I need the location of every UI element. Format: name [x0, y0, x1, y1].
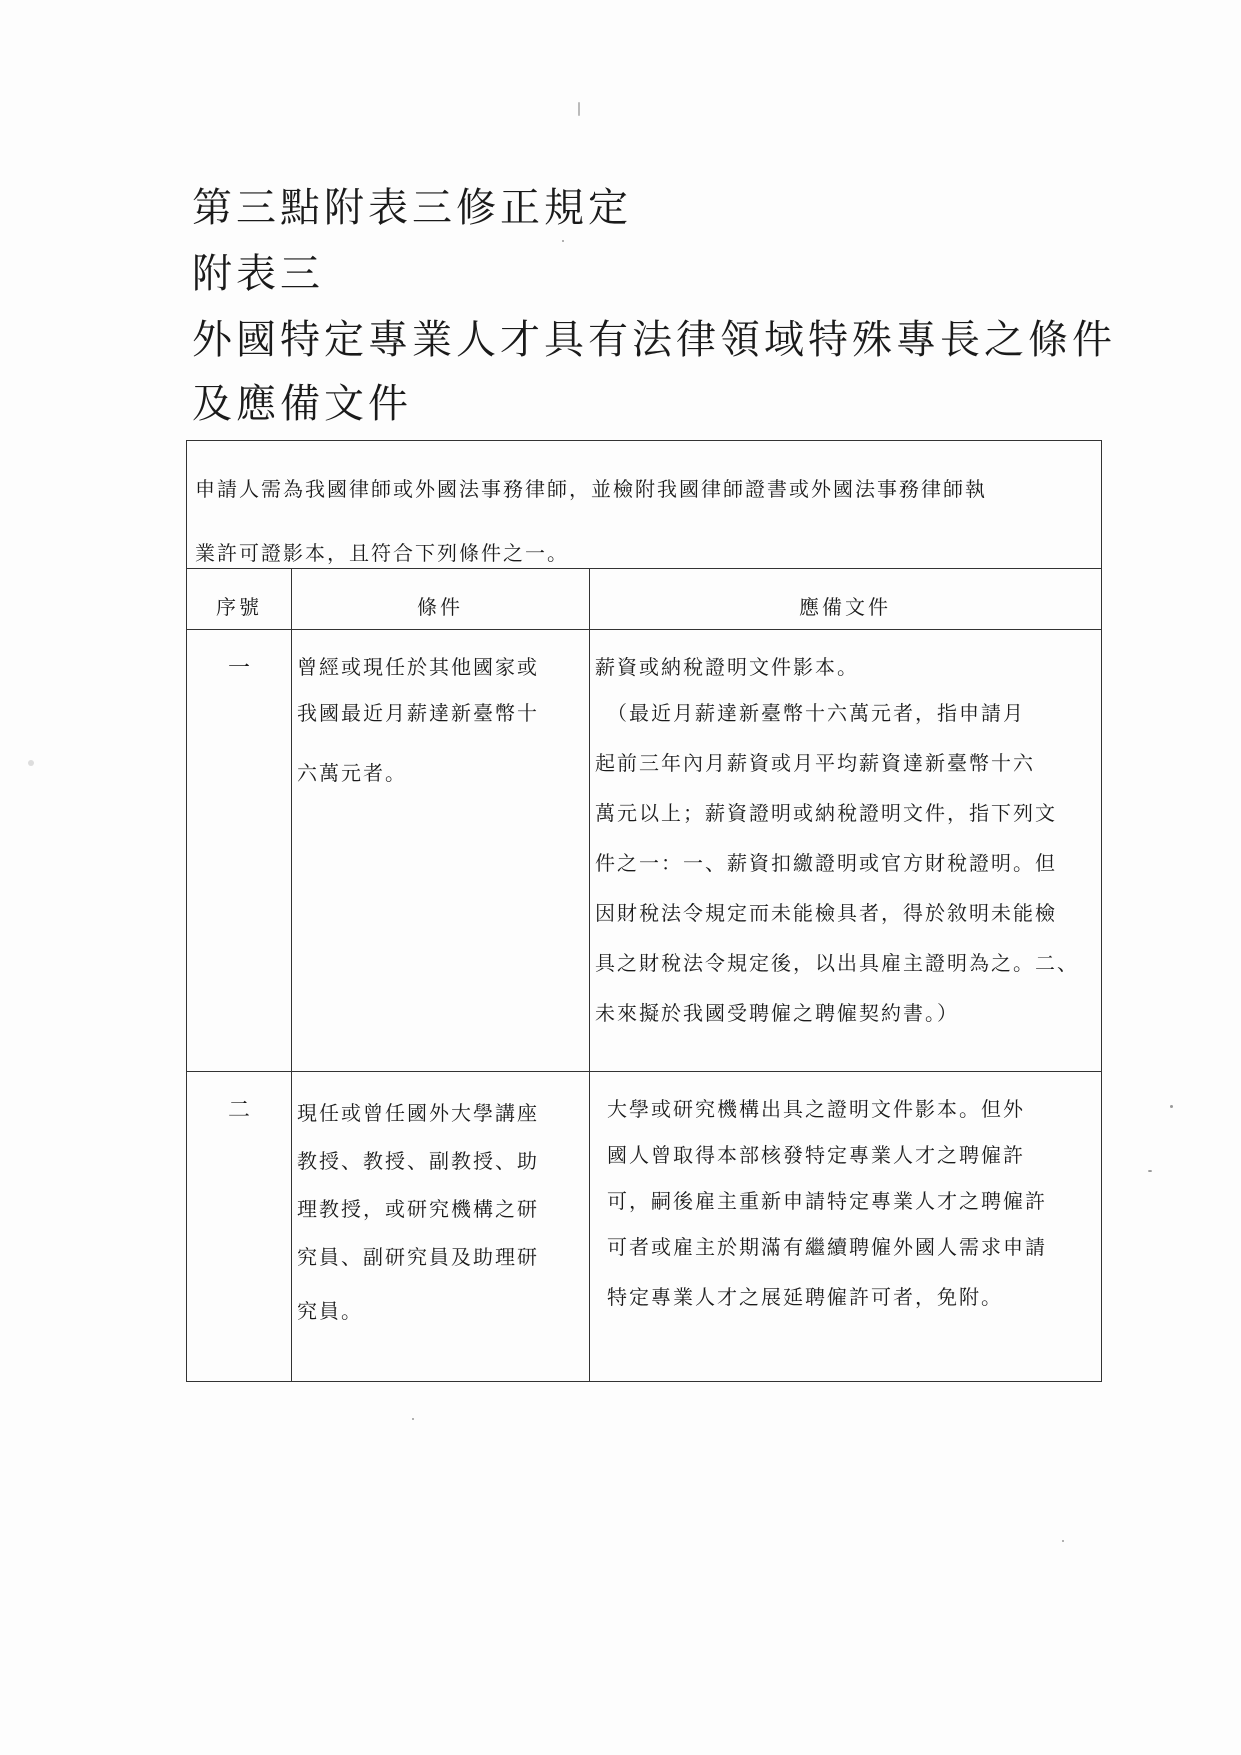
- row-2-condition-line: 理教授，或研究機構之研: [297, 1197, 539, 1221]
- title-amendment: 第三點附表三修正規定: [192, 185, 632, 231]
- row-divider: [187, 1071, 1101, 1072]
- row-2-condition-line: 現任或曾任國外大學講座: [297, 1101, 539, 1125]
- scan-speck: [412, 1418, 414, 1420]
- row-1-document-line: （最近月薪達新臺幣十六萬元者，指申請月: [607, 701, 1025, 725]
- row-1-document-line: 起前三年內月薪資或月平均薪資達新臺幣十六: [595, 751, 1035, 775]
- scan-speck: [578, 102, 580, 116]
- row-1-document-line: 具之財稅法令規定後，以出具雇主證明為之。二、: [595, 951, 1079, 975]
- title-main-line1: 外國特定專業人才具有法律領域特殊專長之條件: [192, 317, 1116, 363]
- title-appendix: 附表三: [192, 251, 324, 297]
- row-1-document-line: 未來擬於我國受聘僱之聘僱契約書。）: [595, 1001, 959, 1025]
- row-1-number: 一: [227, 656, 250, 681]
- table-intro: [187, 441, 1101, 569]
- scan-speck: [1148, 1170, 1152, 1172]
- row-1-condition-line: 我國最近月薪達新臺幣十: [297, 701, 539, 725]
- row-2-condition-line: 究員、副研究員及助理研: [297, 1245, 539, 1269]
- header-number: 序號: [216, 595, 262, 619]
- row-1-condition-line: 曾經或現任於其他國家或: [297, 655, 539, 679]
- row-2-condition-line: 究員。: [297, 1299, 363, 1323]
- title-main-line2: 及應備文件: [192, 381, 412, 427]
- row-1-document-line: 件之一：一、薪資扣繳證明或官方財稅證明。但: [595, 851, 1057, 875]
- header-divider: [187, 629, 1101, 630]
- row-2-condition-line: 教授、教授、副教授、助: [297, 1149, 539, 1173]
- row-2-document-line: 大學或研究機構出具之證明文件影本。但外: [607, 1097, 1025, 1121]
- scan-speck: [1062, 1540, 1064, 1542]
- row-1-document-line: 薪資或納稅證明文件影本。: [595, 655, 859, 679]
- intro-line-1: 申請人需為我國律師或外國法事務律師，並檢附我國律師證書或外國法事務律師執: [195, 477, 987, 501]
- row-2-number: 二: [227, 1098, 250, 1123]
- row-2-document-line: 國人曾取得本部核發特定專業人才之聘僱許: [607, 1143, 1025, 1167]
- column-divider-2: [589, 569, 590, 1381]
- row-2-document-line: 可，嗣後雇主重新申請特定專業人才之聘僱許: [607, 1189, 1047, 1213]
- row-1-document-line: 萬元以上；薪資證明或納稅證明文件，指下列文: [595, 801, 1057, 825]
- intro-line-2: 業許可證影本，且符合下列條件之一。: [195, 541, 569, 565]
- scan-speck: [562, 240, 564, 242]
- requirements-table: [186, 440, 1102, 1382]
- row-2-document-line: 特定專業人才之展延聘僱許可者，免附。: [607, 1285, 1003, 1309]
- scan-speck: [1170, 1105, 1173, 1108]
- header-documents: 應備文件: [799, 595, 891, 619]
- row-2-document-line: 可者或雇主於期滿有繼續聘僱外國人需求申請: [607, 1235, 1047, 1259]
- column-divider-1: [291, 569, 292, 1381]
- row-1-document-line: 因財稅法令規定而未能檢具者，得於敘明未能檢: [595, 901, 1057, 925]
- scan-speck: [28, 760, 34, 766]
- header-condition: 條件: [417, 595, 463, 619]
- row-1-condition-line: 六萬元者。: [297, 761, 407, 785]
